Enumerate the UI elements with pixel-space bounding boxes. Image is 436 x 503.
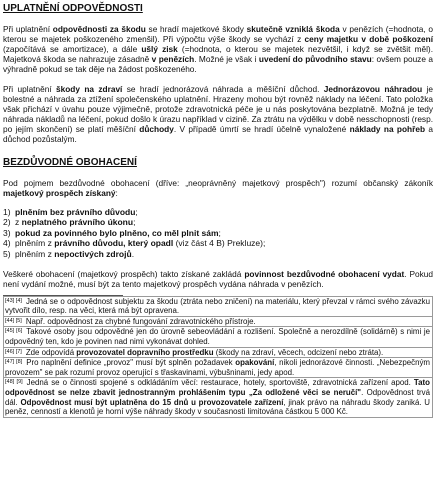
- bold-text: náklady na pohřeb: [349, 124, 426, 135]
- bold-text: nepoctivých zdrojů: [54, 248, 132, 259]
- list-item: [3, 207, 433, 218]
- footnote-ref: [48] [9]: [5, 379, 23, 386]
- text-run: , nikoli jednorázové činnosti. „Nebezpečným provozem" se pak rozumí provoz operující s třaskavinami, výbušninami, jedy apod.: [5, 358, 430, 377]
- paragraph-enrichment-definition: [3, 178, 433, 198]
- text-run: . Odpovědnost trvá dál.: [5, 388, 431, 407]
- text-run: ;: [135, 206, 138, 217]
- footnote: [3, 377, 433, 417]
- footnote: [3, 347, 433, 359]
- text-run: plněním z: [15, 248, 55, 259]
- bold-text: pokud za povinného bylo plněno, co měl plnit sám: [15, 227, 219, 238]
- footnote: [3, 296, 433, 317]
- text-run: Pro naplnění definice „provoz" musí být splněn požadavek: [26, 358, 236, 368]
- bold-text: ceny majetku v době poškození: [304, 34, 433, 45]
- text-run: (započítává se amortizace), a dále: [3, 44, 142, 55]
- bold-text: provozovatel dopravního prostředku: [76, 347, 214, 357]
- list-item: [3, 228, 433, 239]
- text-run: se hradí majetkové škody: [145, 24, 247, 34]
- bold-text: Odpovědnost musí být uplatněna do 15 dnů u provozovatele zařízení: [20, 397, 284, 407]
- text-run: Jedná se o činnosti spojené s odkládáním věcí: restaurace, hotely, sportoviště, zdravotnická zařízení apod.: [26, 378, 414, 388]
- bold-text: odpovědnosti za škodu: [52, 24, 146, 34]
- text-run: Při uplatnění: [3, 84, 56, 95]
- list-item-number: 2): [3, 217, 11, 228]
- footnote-ref: [44] [5]: [5, 317, 22, 324]
- text-run: (škody na zdraví, věcech, odcizení nebo ztráta).: [213, 347, 384, 357]
- text-run: . V případě úmrtí se hradí účelně vynaložené: [173, 124, 350, 135]
- footnote: [3, 357, 433, 378]
- list-item: [3, 249, 433, 260]
- text-run: :: [115, 187, 118, 198]
- text-run: Při uplatnění: [3, 24, 53, 34]
- bold-text: v penězích: [151, 54, 195, 65]
- bold-text: škody na zdraví: [56, 84, 123, 95]
- footnote: [3, 326, 433, 347]
- list-item-number: 5): [3, 248, 11, 259]
- text-run: : ovšem pouze a výhradně pokud se tak děje na žádost poškozeného.: [3, 54, 433, 75]
- footnote-ref: [46] [7]: [5, 348, 22, 355]
- paragraph-property-damage: [3, 24, 433, 74]
- bold-text: Tato odpovědnost se nelze zbavit jednostranným prohlášením typu „Za odložené věci se neručí": [5, 378, 430, 398]
- bold-text: právního důvodu, který opadl: [54, 238, 174, 249]
- footnote-ref: [43] [4]: [5, 297, 22, 304]
- text-run: , jinak právo na náhradu škody zaniká. U peněz, cenností a klenotů je horní výše náhrady škody v současnosti limitována částkou 5 000 Kč.: [5, 397, 431, 417]
- footnotes: [3, 296, 433, 418]
- text-run: . Pokud není vydání možné, musí být za tento majetkový prospěch vydána náhrada v penězích.: [3, 268, 433, 289]
- list-item: [3, 238, 433, 249]
- paragraph-health-damage: [3, 84, 433, 144]
- text-run: . Možné je však i: [194, 54, 259, 65]
- bold-text: plněním bez právního důvodu: [15, 206, 136, 217]
- text-run: ;: [218, 227, 221, 238]
- text-run: Takové osoby jsou odpovědné jen do úrovně sebeovládání a rozlišení. Společně a nerozdílně (solidárně) s nimi je odpovědný ten, kdo je povinen nad nimi vykonávat dohled.: [5, 327, 430, 347]
- text-run: v penězích (=hodnota, o kterou se majetek poškozeného zmenšil). Při výpočtu výše škody se vychází z: [3, 24, 434, 45]
- list-item: [3, 217, 433, 228]
- list-item-number: 1): [3, 206, 11, 217]
- text-run: a důchod pozůstalým.: [3, 124, 434, 145]
- text-run: (=hodnota, o kterou se majetek nezvětšil, i když se zvětšit měl). Majetková škoda se nahrazuje zásadně: [3, 44, 434, 65]
- text-run: Pod pojmem bezdůvodné obohacení (dříve: „neoprávněný majetkový prospěch") rozumí občanský zákoník: [3, 177, 433, 188]
- text-run: ;: [133, 217, 136, 228]
- footnote-ref: [45] [6]: [5, 328, 23, 335]
- section-heading-unjust-enrichment: BEZDŮVODNÉ OBOHACENÍ: [3, 156, 137, 168]
- text-run: Např. odpovědnost za chybné fungování zdravotnického přístroje.: [25, 316, 256, 326]
- list-item-number: 4): [3, 238, 11, 249]
- bold-text: ušlý zisk: [141, 44, 178, 55]
- text-run: z: [15, 217, 22, 228]
- paragraph-return-obligation: [3, 269, 433, 289]
- text-run: .: [131, 248, 135, 259]
- bold-text: Jednorázovou náhradou: [323, 84, 423, 95]
- text-run: Zde odpovídá: [25, 347, 77, 357]
- bold-text: neplatného právního úkonu: [21, 217, 134, 228]
- bold-text: uvedení do původního stavu: [258, 54, 372, 65]
- text-run: Veškeré obohacení (majetkový prospěch) takto získané zakládá: [3, 268, 245, 279]
- text-run: Jedná se o odpovědnost subjektu za škodu (ztráta nebo zničení) na materiálu, který převzal v rámci svého závazku vytvořit dílo, resp. na věci, která má být opravena.: [5, 296, 430, 316]
- text-run: plněním z: [15, 238, 55, 249]
- enrichment-list: [3, 207, 433, 260]
- document-page: [0, 3, 436, 503]
- bold-text: skutečně vzniklá škoda: [246, 24, 340, 34]
- footnote-ref: [47] [8]: [5, 359, 23, 366]
- bold-text: majetkový prospěch získaný: [3, 187, 116, 198]
- bold-text: povinnost bezdůvodné obohacení vydat: [244, 268, 405, 279]
- bold-text: opakování: [235, 358, 275, 368]
- list-item-number: 3): [3, 227, 11, 238]
- text-run: se hradí jednorázová náhrada a měšíční důchod.: [122, 84, 324, 95]
- text-run: je bolestné a náhrada za ztížení společenského uplatnění. Hrazeny mohou být rovněž náklady na léčení. Tato položka však přichází v úvahu pouze výjimečně, protože zdravotnická péče je u nás poskytována bezplatně. Možná je tedy náhrada nákladů na léčení, pokud došlo k úrazu například v cizině. Za ztrátu na výdělku v době nesschopnosti (resp. po jejím skončení) se platí měšíční: [3, 84, 433, 135]
- bold-text: důchody: [139, 124, 174, 135]
- section-heading-liability: UPLATNĚNÍ ODPOVĚDNOSTI: [3, 3, 143, 14]
- text-run: (viz část 4 B) Prekluze);: [173, 238, 266, 249]
